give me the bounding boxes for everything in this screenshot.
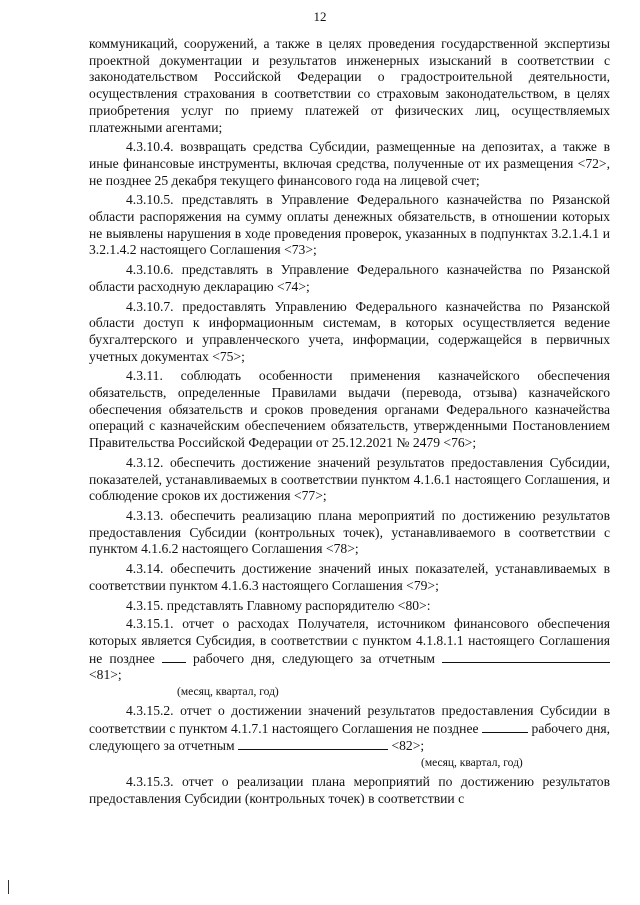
paragraph-4-3-15: 4.3.15. представлять Главному распорядителю <80>: — [126, 597, 431, 613]
blank-days-field-2 — [482, 720, 528, 733]
page-number: 12 — [313, 9, 327, 24]
caption-period-1: (месяц, квартал, год) — [177, 686, 279, 699]
paragraph-4-3-10-5: 4.3.10.5. представлять в Управление Федерального казначейства по Рязанской области распоряжения на сумму оплаты денежных обязательств, в отношении которых не выявлены нарушения в ходе проведения проверок, указанных в подпунктах 3.2.1.4.1 и 3.2.1.4.2 настоящего Соглашения <73>; — [89, 192, 610, 258]
paragraph-4-3-14: 4.3.14. обеспечить достижение значений иных показателей, устанавливаемых в соответствии пунктом 4.1.6.3 настоящего Соглашения <79>; — [89, 561, 610, 593]
paragraph-4-3-13: 4.3.13. обеспечить реализацию плана мероприятий по достижению результатов предоставления Субсидии (контрольных точек), устанавливаемого в соответствии с пунктом 4.1.6.2 настоящего Соглашения <78>; — [89, 507, 610, 557]
p-4-3-15-2-text-a: 4.3.15.2. отчет о достижении значений результатов предоставления Субсидии в соответствии с пунктом 4.1.7.1 настоящего Соглашения не позднее — [89, 703, 610, 736]
paragraph-continuation: коммуникаций, сооружений, а также в целях проведения государственной экспертизы проектной документации и результатов инженерных изысканий в соответствии с законодательством Российской Федерации о градостроительной деятельности, осуществления страхования в соответствии со страховым законодательством, в целях приобретения услуг по приему платежей от физических лиц, осуществляемых платежными агентами; — [89, 36, 610, 135]
paragraph-4-3-15-3: 4.3.15.3. отчет о реализации плана мероприятий по достижению результатов предоставления Субсидии (контрольных точек) в соответствии с — [89, 774, 610, 806]
scan-edge-mark — [8, 880, 9, 894]
paragraph-4-3-10-7: 4.3.10.7. предоставлять Управлению Федерального казначейства по Рязанской области доступ к информационным системам, в которых осуществляется ведение бухгалтерского и управленческого учета, информации, содержащейся в первичных учетных документах <75>; — [89, 298, 610, 364]
blank-period-field-2 — [238, 737, 388, 750]
paragraph-4-3-15-2 — [89, 703, 610, 755]
paragraph-4-3-11: 4.3.11. соблюдать особенности применения казначейского обеспечения обязательств, определенные Правилами выдачи (перевода, отзыва) казначейского обеспечения обязательств и сроков проведения органами Федерального казначейства операций с казначейским обеспечением обязательств, утвержденными Постановлением Правительства Российской Федерации от 25.12.2021 № 2479 <76>; — [89, 368, 610, 451]
blank-days-field — [162, 650, 186, 663]
p-4-3-15-2-text-b: рабочего дня, следующего за отчетным — [89, 720, 610, 754]
document-body — [89, 36, 610, 811]
blank-period-field — [442, 650, 610, 663]
p-4-3-15-1-footnote: <81>; — [89, 667, 122, 683]
p-4-3-15-1-text-b: рабочего дня, следующего за отчетным — [192, 650, 435, 666]
caption-period-2: (месяц, квартал, год) — [421, 757, 523, 770]
paragraph-4-3-10-4: 4.3.10.4. возвращать средства Субсидии, размещенные на депозитах, а также в иные финансовые инструменты, включая средства, полученные от их размещения <72>, не позднее 25 декабря текущего финансового года на лицевой счет; — [89, 139, 610, 188]
paragraph-4-3-10-6: 4.3.10.6. представлять в Управление Федерального казначейства по Рязанской области расходную декларацию <74>; — [89, 262, 610, 294]
p-4-3-15-1-text-a: 4.3.15.1. отчет о расходах Получателя, источником финансового обеспечения которых является Субсидия, в соответствии с пунктом 4.1.8.1.1 настоящего Соглашения не позднее — [89, 616, 610, 666]
paragraph-4-3-12: 4.3.12. обеспечить достижение значений результатов предоставления Субсидии, показателей, устанавливаемых в соответствии пунктом 4.1.6.1 настоящего Соглашения, и соблюдение сроков их достижения <77>; — [89, 454, 610, 504]
p-4-3-15-2-footnote: <82>; — [391, 738, 425, 754]
paragraph-4-3-15-1 — [89, 616, 610, 684]
